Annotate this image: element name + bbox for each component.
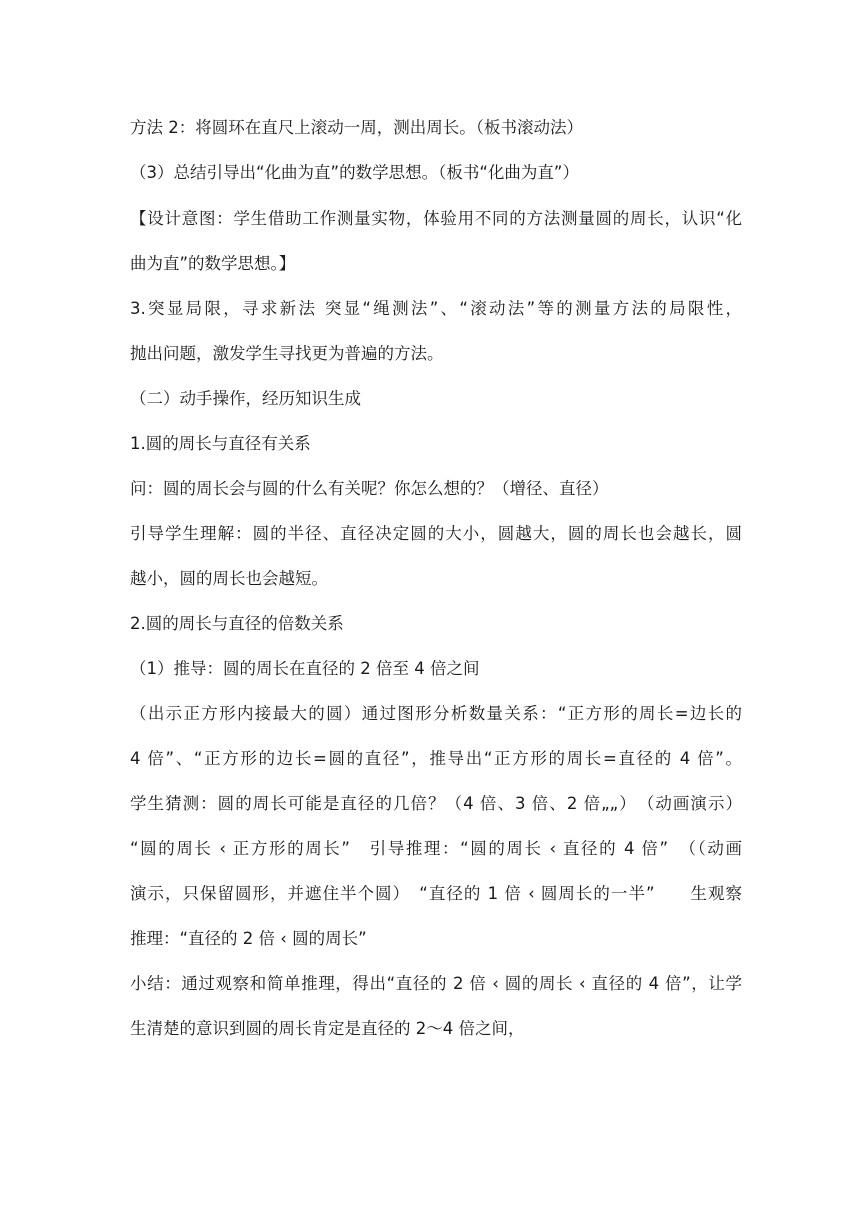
subheading-relation: 1.圆的周长与直径有关系	[130, 434, 311, 453]
text-line-student-guess: 学生猜测：圆的周长可能是直径的几倍？（4 倍、3 倍、2 倍„„） （动画演示）	[130, 794, 742, 813]
subheading-multiple-relation: 2.圆的周长与直径的倍数关系	[130, 614, 344, 633]
text-line-square-analysis-cont: 4 倍”、“正方形的边长=圆的直径”，推导出“正方形的周长=直径的 4 倍”。	[130, 749, 742, 768]
text-line-guide: 引导学生理解：圆的半径、直径决定圆的大小，圆越大，圆的周长也会越长，圆	[130, 524, 742, 543]
text-line-summary-3: （3）总结引导出“化曲为直”的数学思想。（板书“化曲为直”）	[130, 163, 579, 182]
section-heading-hands-on: （二）动手操作，经历知识生成	[130, 389, 361, 408]
text-line-question: 问：圆的周长会与圆的什么有关呢？你怎么想的？（增径、直径）	[130, 479, 609, 498]
text-line-design-intent: 【设计意图：学生借助工作测量实物，体验用不同的方法测量圆的周长，认识“化	[130, 209, 742, 228]
text-line-guide-cont: 越小，圆的周长也会越短。	[130, 569, 328, 588]
text-line-conclusion-cont: 生清楚的意识到圆的周长肯定是直径的 2～4 倍之间，	[130, 1019, 525, 1038]
text-line-reasoning-cont: 演示，只保留圆形，并遮住半个圆） “直径的 1 倍 ‹ 圆周长的一半” 生观察	[130, 884, 742, 903]
text-line-conclusion: 小结：通过观察和简单推理，得出“直径的 2 倍 ‹ 圆的周长 ‹ 直径的 4 倍”，让学	[130, 974, 742, 993]
text-line-reasoning-end: 推理：“直径的 2 倍 ‹ 圆的周长”	[130, 929, 367, 948]
text-line-method-2: 方法 2：将圆环在直尺上滚动一周，测出周长。（板书滚动法）	[130, 118, 583, 137]
text-line-limitations-cont: 抛出问题，激发学生寻找更为普遍的方法。	[130, 344, 444, 363]
text-line-derivation: （1）推导：圆的周长在直径的 2 倍至 4 倍之间	[130, 659, 480, 678]
text-line-square-analysis: （出示正方形内接最大的圆）通过图形分析数量关系：“正方形的周长=边长的	[130, 704, 742, 723]
text-line-reasoning: “圆的周长 ‹ 正方形的周长” 引导推理：“圆的周长 ‹ 直径的 4 倍” （（动画	[130, 839, 742, 858]
text-line-design-intent-cont: 曲为直”的数学思想。】	[130, 254, 296, 273]
text-line-limitations: 3.突显局限，寻求新法 突显“绳测法”、“滚动法”等的测量方法的局限性，	[130, 299, 742, 318]
